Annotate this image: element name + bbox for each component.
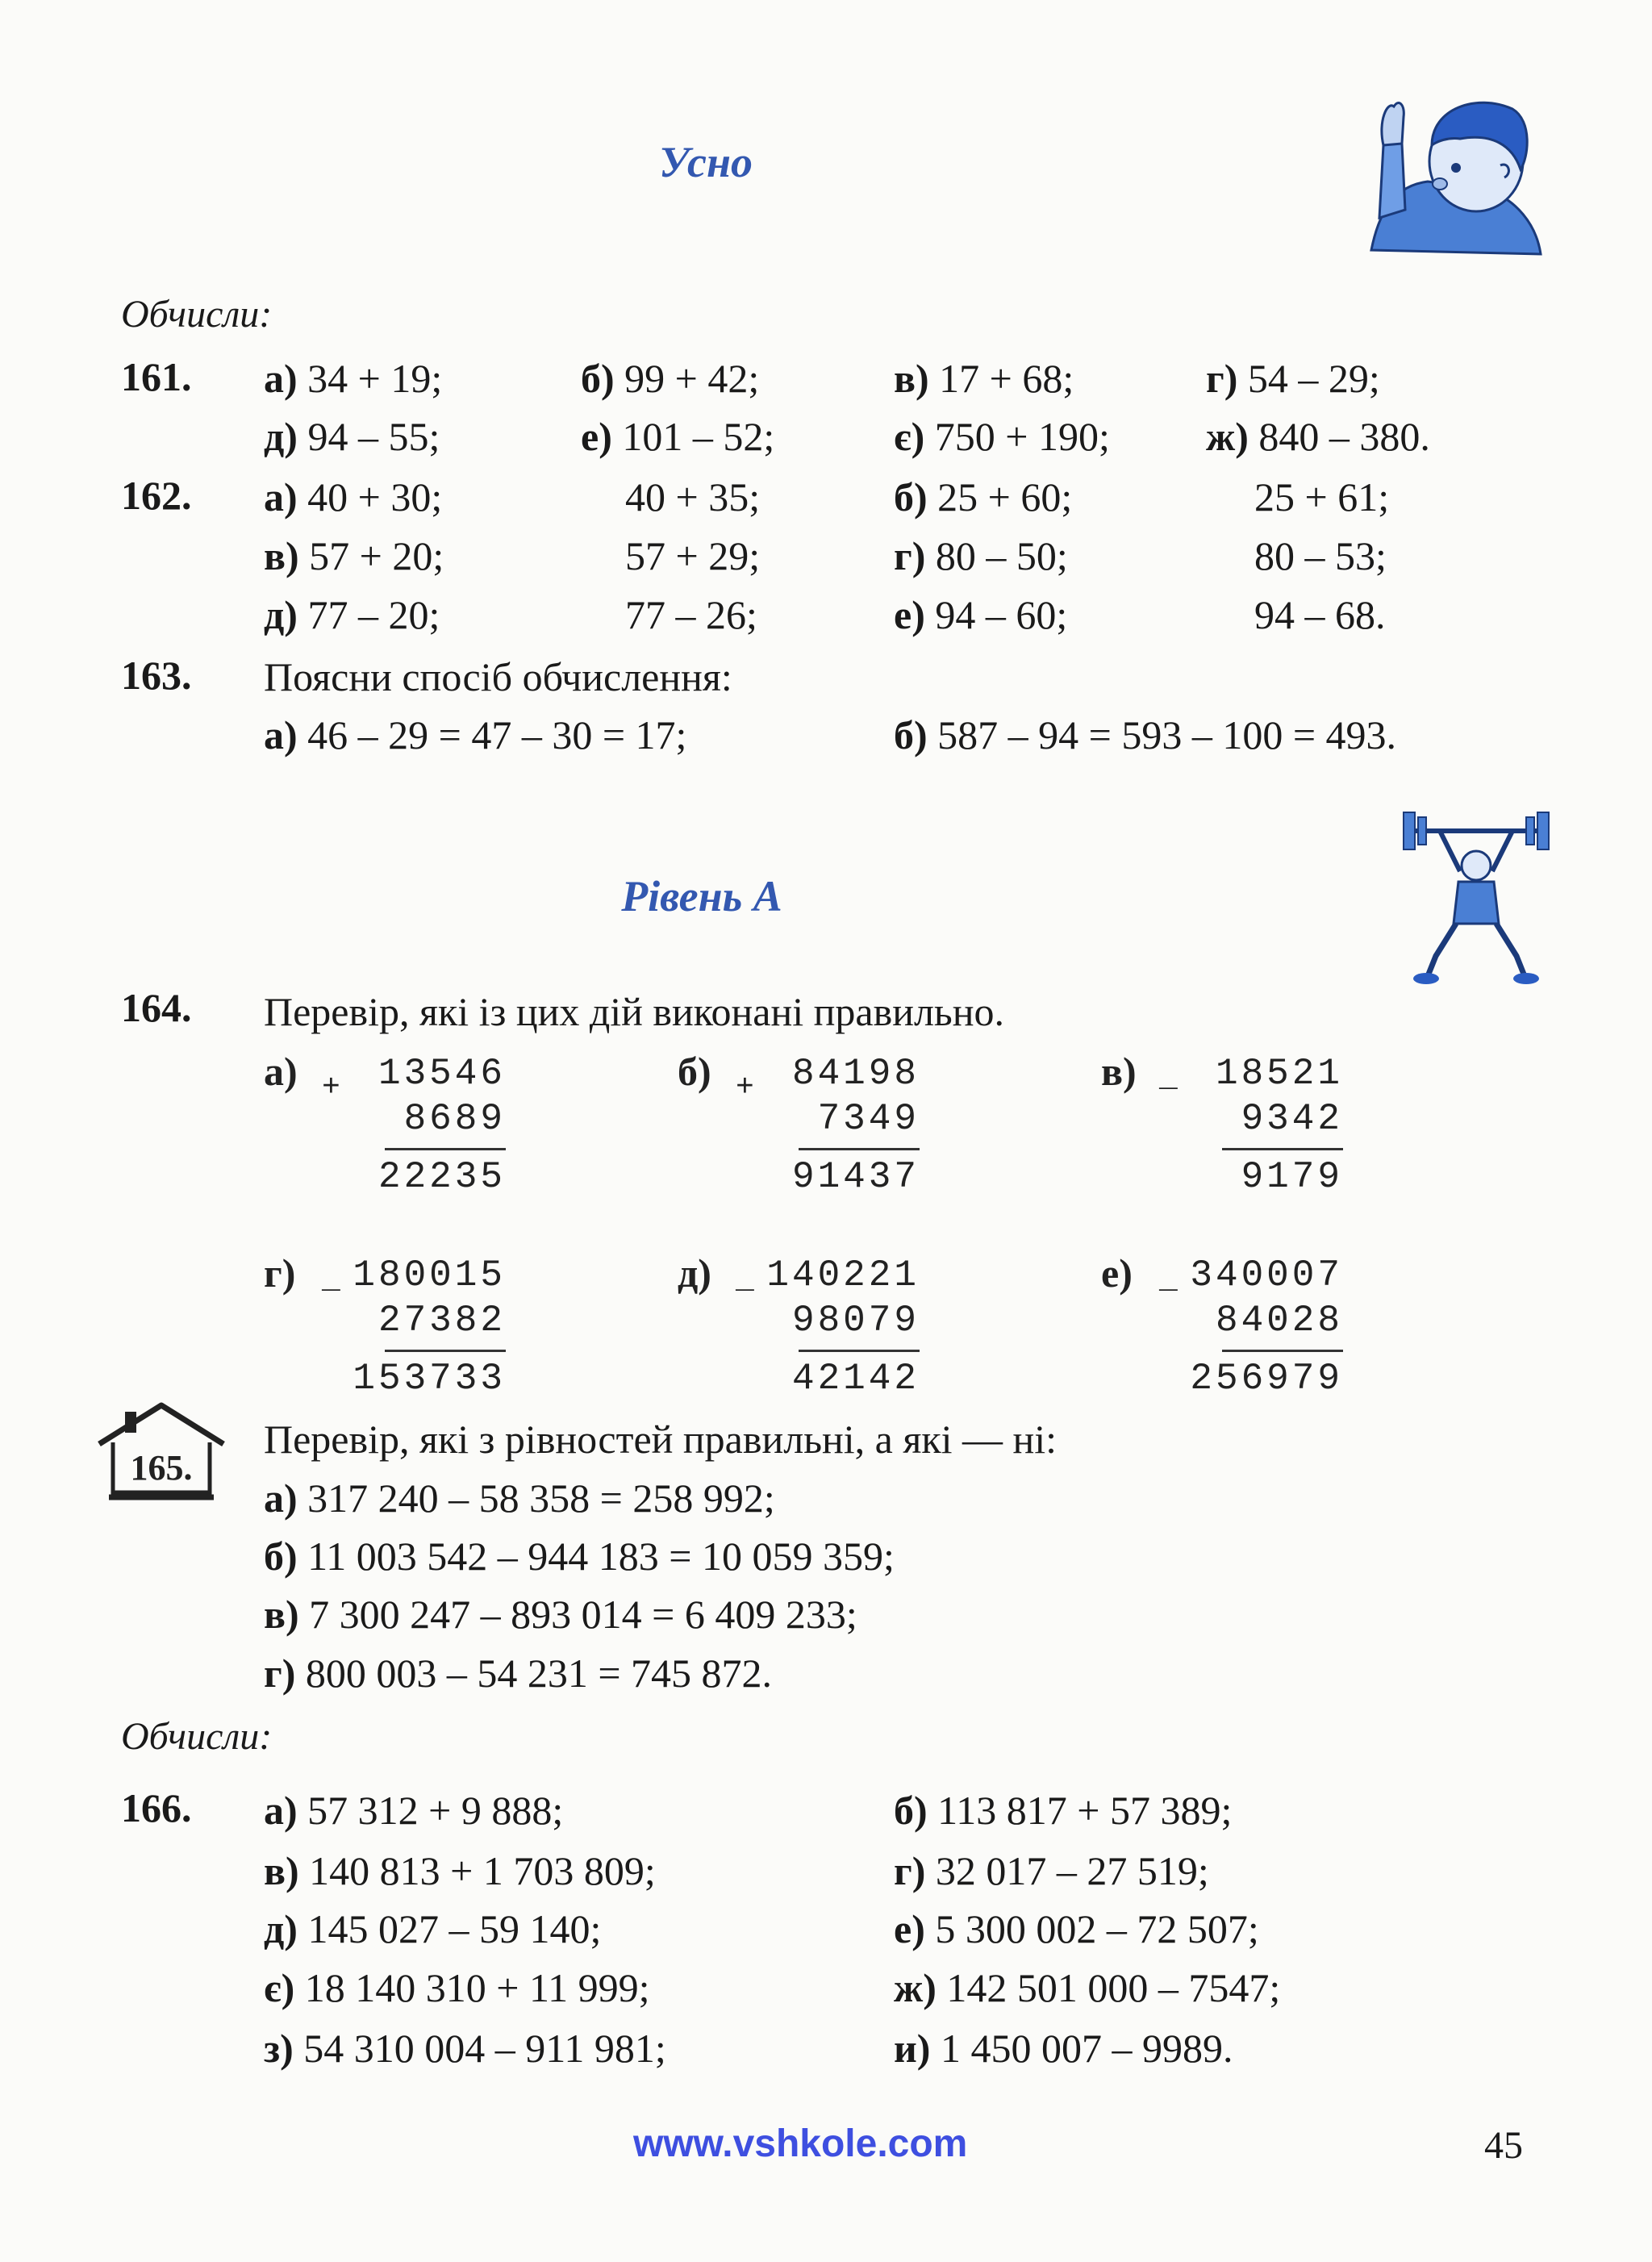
task-166-item: є) 18 140 310 + 11 999; (264, 1965, 650, 2010)
task-162-item: 77 – 26; (625, 592, 757, 637)
instruction-compute-2: Обчисли: (121, 1715, 273, 1758)
footer-website-link[interactable]: www.vshkole.com (633, 2122, 968, 2165)
task-165-item: б) 11 003 542 – 944 183 = 10 059 359; (264, 1534, 895, 1579)
task-166-item: д) 145 027 – 59 140; (264, 1906, 602, 1951)
calc-operator: _ (736, 1262, 754, 1297)
calc-divider-line (1222, 1350, 1343, 1352)
task-162-item: б) 25 + 60; (894, 474, 1073, 520)
house-icon (93, 1396, 230, 1509)
calc-bottom-operand: 9342 (1241, 1098, 1343, 1140)
task-163-item-a: а) 46 – 29 = 47 – 30 = 17; (264, 712, 687, 757)
calc-label: б) (678, 1049, 711, 1094)
weightlifter-icon (1395, 803, 1557, 988)
task-161-item: б) 99 + 42; (581, 356, 760, 401)
task-161-item: е) 101 – 52; (581, 414, 775, 459)
task-162-item: 57 + 29; (625, 533, 761, 578)
calc-bottom-operand: 84028 (1215, 1300, 1343, 1342)
calc-operator: _ (1159, 1061, 1178, 1096)
task-166-item: ж) 142 501 000 – 7547; (894, 1965, 1281, 2010)
task-166-item: г) 32 017 – 27 519; (894, 1848, 1209, 1893)
task-162-item: г) 80 – 50; (894, 533, 1068, 578)
task-162-item: е) 94 – 60; (894, 592, 1068, 637)
calc-operator: _ (1159, 1262, 1178, 1297)
boy-raising-hand-icon (1363, 89, 1549, 262)
task-number-162: 162. (121, 473, 192, 518)
calc-operator: _ (322, 1262, 340, 1297)
calc-divider-line (799, 1148, 920, 1150)
task-number-161: 161. (121, 354, 192, 399)
calc-label: д) (678, 1250, 711, 1296)
column-calculation (264, 1049, 506, 1214)
calc-bottom-operand: 27382 (378, 1300, 506, 1342)
task-161-item: д) 94 – 55; (264, 414, 440, 459)
calc-top-operand: 140221 (766, 1254, 920, 1296)
task-166-item: е) 5 300 002 – 72 507; (894, 1906, 1259, 1951)
task-161-item: в) 17 + 68; (894, 356, 1074, 401)
calc-operator: + (736, 1070, 754, 1105)
calc-bottom-operand: 7349 (817, 1098, 920, 1140)
task-161-item: є) 750 + 190; (894, 414, 1110, 459)
calc-top-operand: 340007 (1190, 1254, 1343, 1296)
task-161-item: г) 54 – 29; (1206, 356, 1380, 401)
column-calculation (264, 1250, 506, 1416)
calc-bottom-operand: 98079 (791, 1300, 920, 1342)
task-number-163: 163. (121, 653, 192, 698)
task-165-prompt: Перевір, які з рівностей правильні, а які — ні: (264, 1417, 1058, 1462)
task-number-164: 164. (121, 985, 192, 1030)
task-161-item: ж) 840 – 380. (1206, 414, 1430, 459)
task-162-item: а) 40 + 30; (264, 474, 443, 520)
section-title-level-a: Рівень А (621, 872, 782, 920)
task-165-item: г) 800 003 – 54 231 = 745 872. (264, 1651, 773, 1696)
calc-top-operand: 84198 (791, 1053, 920, 1095)
task-162-item: 80 – 53; (1254, 533, 1387, 578)
calc-bottom-operand: 8689 (403, 1098, 506, 1140)
calc-divider-line (385, 1148, 506, 1150)
calc-result: 9179 (1241, 1156, 1343, 1198)
calc-label: а) (264, 1049, 298, 1094)
calc-divider-line (1222, 1148, 1343, 1150)
calc-result: 42142 (791, 1358, 920, 1400)
section-title-oral: Усно (659, 138, 753, 186)
task-166-item: з) 54 310 004 – 911 981; (264, 2026, 666, 2071)
task-number-166: 166. (121, 1785, 192, 1830)
calc-top-operand: 13546 (378, 1053, 506, 1095)
calc-operator: + (322, 1070, 340, 1105)
calc-top-operand: 180015 (353, 1254, 506, 1296)
calc-top-operand: 18521 (1215, 1053, 1343, 1095)
task-162-item: 40 + 35; (625, 474, 761, 520)
calc-label: в) (1101, 1049, 1137, 1094)
column-calculation (1101, 1049, 1343, 1214)
calc-result: 153733 (353, 1358, 506, 1400)
task-163-item-b: б) 587 – 94 = 593 – 100 = 493. (894, 712, 1397, 757)
task-165-item: а) 317 240 – 58 358 = 258 992; (264, 1475, 775, 1521)
calc-label: е) (1101, 1250, 1133, 1296)
task-number-165: 165. (130, 1448, 193, 1488)
task-162-item: в) 57 + 20; (264, 533, 444, 578)
task-166-item: в) 140 813 + 1 703 809; (264, 1848, 656, 1893)
task-166-item: б) 113 817 + 57 389; (894, 1788, 1233, 1833)
task-162-item: д) 77 – 20; (264, 592, 440, 637)
instruction-compute: Обчисли: (121, 293, 273, 336)
task-163-prompt: Поясни спосіб обчислення: (264, 654, 732, 699)
task-162-item: 94 – 68. (1254, 592, 1386, 637)
calc-label: г) (264, 1250, 296, 1296)
calc-result: 91437 (791, 1156, 920, 1198)
column-calculation (678, 1250, 920, 1416)
column-calculation (1101, 1250, 1343, 1416)
task-162-item: 25 + 61; (1254, 474, 1390, 520)
calc-divider-line (385, 1350, 506, 1352)
page-number: 45 (1484, 2124, 1523, 2167)
task-166-item: и) 1 450 007 – 9989. (894, 2026, 1233, 2071)
calc-result: 256979 (1190, 1358, 1343, 1400)
calc-result: 22235 (378, 1156, 506, 1198)
task-166-item: а) 57 312 + 9 888; (264, 1788, 564, 1833)
calc-divider-line (799, 1350, 920, 1352)
task-164-prompt: Перевір, які із цих дій виконані правильно. (264, 989, 1004, 1034)
task-161-item: а) 34 + 19; (264, 356, 443, 401)
task-165-item: в) 7 300 247 – 893 014 = 6 409 233; (264, 1592, 857, 1637)
column-calculation (678, 1049, 920, 1214)
